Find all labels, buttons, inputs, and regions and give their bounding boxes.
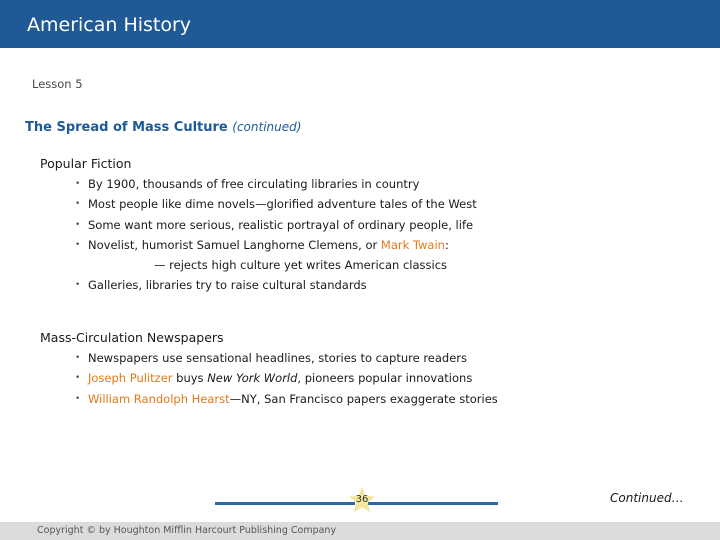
bullet-text: Some want more serious, realistic portrayal of ordinary people, life	[88, 217, 474, 232]
list-item	[75, 235, 477, 255]
section-title-newspapers: Mass-Circulation Newspapers	[40, 330, 224, 345]
section-title-popular-fiction: Popular Fiction	[40, 156, 132, 171]
bullet-text: By 1900, thousands of free circulating libraries in country	[88, 177, 420, 191]
bullet-icon: •	[75, 239, 81, 250]
popular-fiction-list	[75, 174, 477, 296]
list-item	[75, 194, 477, 214]
continued-label: Continued…	[610, 491, 684, 505]
bullet-text: — rejects high culture yet writes American classics	[154, 258, 448, 273]
bullet-icon: •	[75, 219, 81, 230]
highlight-term: Mark Twain	[380, 237, 445, 252]
list-subitem	[75, 255, 477, 275]
bullet-icon: •	[75, 373, 81, 384]
list-item	[75, 174, 477, 194]
bullet-text: —NY, San Francisco papers exaggerate stories	[229, 391, 498, 406]
list-item	[75, 368, 498, 388]
copyright-bar	[0, 522, 720, 540]
title-bar	[0, 0, 720, 48]
bullet-text: Most people like dime novels—glorified adventure tales of the West	[88, 197, 477, 212]
page-number: 36	[355, 494, 369, 505]
bullet-text: buys	[172, 371, 208, 386]
bullet-text: Galleries, libraries try to raise cultural standards	[88, 278, 367, 293]
bullet-icon: •	[75, 393, 81, 404]
bullet-text: Novelist, humorist Samuel Langhorne Clemens, or	[88, 237, 381, 252]
footer-rule-right	[368, 502, 498, 505]
italic-title: New York World	[207, 371, 298, 386]
newspapers-list	[75, 348, 498, 409]
slide-heading	[25, 120, 301, 135]
lesson-label: Lesson 5	[32, 77, 83, 91]
highlight-term: William Randolph Hearst	[88, 391, 230, 406]
bullet-icon: •	[75, 353, 81, 363]
bullet-text: :	[444, 237, 449, 252]
list-item	[75, 348, 498, 368]
highlight-term: Joseph Pulitzer	[88, 371, 173, 386]
bullet-text: Newspapers use sensational headlines, stories to capture readers	[88, 351, 468, 365]
heading-main: The Spread of Mass Culture	[25, 120, 228, 135]
bullet-text: , pioneers popular innovations	[297, 371, 473, 386]
bullet-icon: •	[75, 179, 81, 189]
list-item	[75, 215, 477, 235]
footer-rule-left	[215, 502, 355, 505]
copyright-text: Copyright © by Houghton Mifflin Harcourt Publishing Company	[37, 525, 337, 536]
bullet-icon: •	[75, 199, 81, 210]
heading-continued: (continued)	[232, 120, 302, 134]
list-item	[75, 389, 498, 409]
bullet-icon: •	[75, 280, 81, 291]
course-title: American History	[27, 14, 192, 36]
list-item	[75, 275, 477, 295]
